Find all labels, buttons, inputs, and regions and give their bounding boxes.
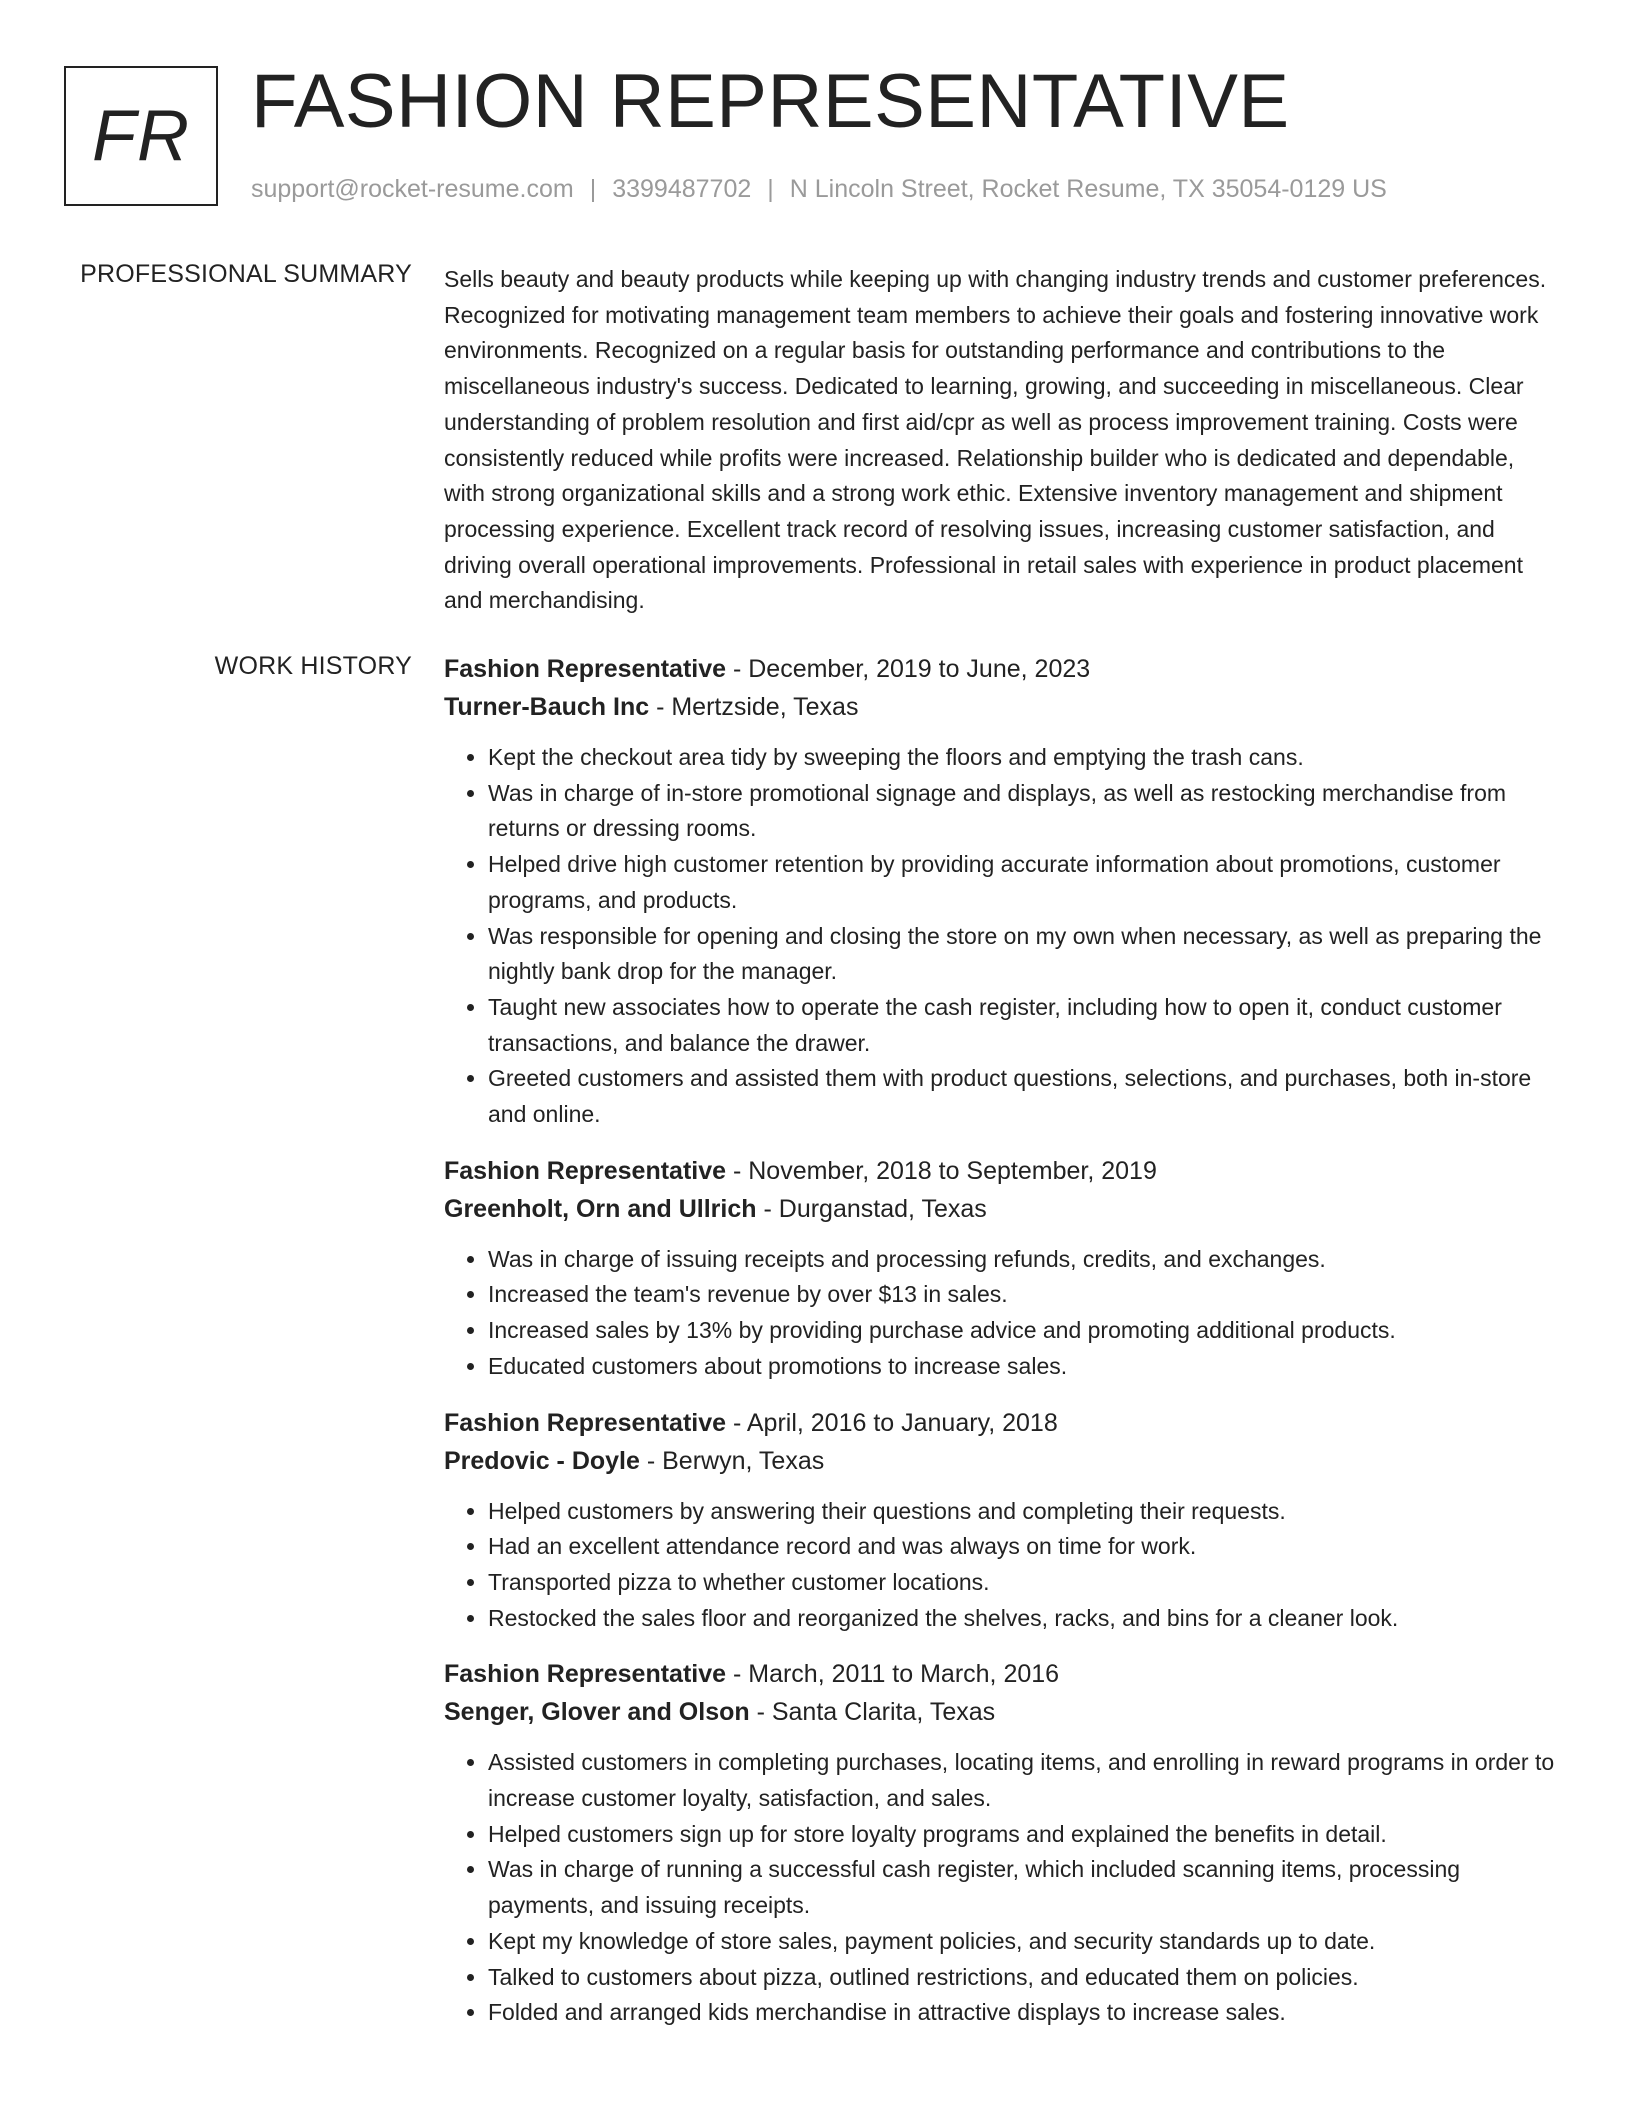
job-title: Fashion Representative [444,1408,727,1437]
job-dates: - December, 2019 to June, 2023 [726,655,1091,683]
work-history-section-label: WORK HISTORY [214,652,412,680]
job-bullet-list [444,1242,1564,1385]
job-company-line [444,1693,1564,1731]
job-company-line [444,688,1564,726]
job-company: Greenholt, Orn and Ullrich [444,1194,757,1223]
summary-text: Sells beauty and beauty products while keeping up with changing industry trends and customer preferences. Recognized for motivating management team members to achieve their goals and fostering innovative work environments. Recognized on a regular basis for outstanding performance and contributions to the miscellaneous industry's success. Dedicated to learning, growing, and succeeding in miscellaneous. Clear understanding of problem resolution and first aid/cpr as well as process improvement training. Costs were consistently reduced while profits were increased. Relationship builder who is dedicated and dependable, with strong organizational skills and a strong work ethic. Extensive inventory management and shipment processing experience. Excellent track record of resolving issues, increasing customer satisfaction, and driving overall operational improvements. Professional in retail sales with experience in product placement and merchandising. [444,266,1547,614]
resume-title: FASHION REPRESENTATIVE [251,59,1290,144]
job-bullet: • Was in charge of issuing receipts and processing refunds, credits, and exchanges. [488,1242,1564,1278]
contact-phone[interactable]: 3399487702 [612,175,752,203]
job-entry [444,1404,1564,1637]
job-bullet: • Kept the checkout area tidy by sweeping the floors and emptying the trash cans. [488,740,1564,776]
job-bullet: • Restocked the sales floor and reorganized the shelves, racks, and bins for a cleaner look. [488,1601,1564,1637]
job-bullet: • Increased sales by 13% by providing purchase advice and promoting additional products. [488,1313,1564,1349]
job-bullet-list [444,1494,1564,1637]
job-company-line [444,1442,1564,1480]
job-bullet: • Greeted customers and assisted them with product questions, selections, and purchases, both in-store and online. [488,1061,1564,1132]
job-company-line [444,1190,1564,1228]
work-history-list [444,650,1564,2050]
job-bullet: • Was in charge of in-store promotional signage and displays, as well as restocking merchandise from returns or dressing rooms. [488,776,1564,847]
monogram-box [64,66,218,206]
job-bullet: • Was in charge of running a successful cash register, which included scanning items, processing payments, and issuing receipts. [488,1852,1564,1923]
job-bullet: • Increased the team's revenue by over $13 in sales. [488,1277,1564,1313]
job-location: - Santa Clarita, Texas [749,1698,996,1727]
job-bullet: • Transported pizza to whether customer locations. [488,1565,1564,1601]
job-bullet-list [444,740,1564,1133]
job-title-line [444,1152,1564,1190]
job-bullet: • Had an excellent attendance record and was always on time for work. [488,1529,1564,1565]
job-bullet-list [444,1745,1564,2031]
job-location: - Berwyn, Texas [639,1446,825,1475]
contact-address: N Lincoln Street, Rocket Resume, TX 35054-0129 US [789,175,1387,203]
job-bullet: • Educated customers about promotions to increase sales. [488,1349,1564,1385]
job-bullet: • Folded and arranged kids merchandise in attractive displays to increase sales. [488,1995,1564,2031]
job-dates: - November, 2018 to September, 2019 [726,1156,1157,1185]
contact-separator: | [589,175,597,203]
job-company: Predovic - Doyle [444,1446,640,1475]
job-dates: - March, 2011 to March, 2016 [726,1660,1060,1689]
job-location: - Mertzside, Texas [649,693,859,721]
job-bullet: • Helped customers sign up for store loyalty programs and explained the benefits in detail. [488,1817,1564,1853]
job-dates: - April, 2016 to January, 2018 [726,1408,1058,1437]
job-bullet: • Taught new associates how to operate the cash register, including how to open it, conduct customer transactions, and balance the drawer. [488,990,1564,1061]
job-title-line [444,1655,1564,1693]
job-entry [444,1655,1564,2031]
job-title: Fashion Representative [444,1660,727,1689]
contact-line [251,174,1387,204]
job-title-line [444,1404,1564,1442]
job-location: - Durganstad, Texas [756,1194,987,1223]
job-bullet: • Was responsible for opening and closing the store on my own when necessary, as well as preparing the nightly bank drop for the manager. [488,919,1564,990]
job-title: Fashion Representative [444,655,727,683]
job-bullet: • Kept my knowledge of store sales, payment policies, and security standards up to date. [488,1924,1564,1960]
job-entry [444,1152,1564,1385]
job-bullet: • Helped drive high customer retention by providing accurate information about promotions, customer programs, and products. [488,847,1564,918]
job-bullet: • Helped customers by answering their questions and completing their requests. [488,1494,1564,1530]
job-entry [444,650,1564,1133]
job-title-line [444,650,1564,688]
summary-section-label: PROFESSIONAL SUMMARY [80,260,412,288]
job-company: Turner-Bauch Inc [444,693,650,721]
job-bullet: • Talked to customers about pizza, outlined restrictions, and educated them on policies. [488,1960,1564,1996]
job-bullet: • Assisted customers in completing purchases, locating items, and enrolling in reward programs in order to increase customer loyalty, satisfaction, and sales. [488,1745,1564,1816]
contact-separator: | [767,175,774,203]
monogram-initials: FR [92,96,190,176]
job-company: Senger, Glover and Olson [444,1698,750,1727]
job-title: Fashion Representative [444,1156,727,1185]
contact-email[interactable]: support@rocket-resume.com [251,175,574,203]
